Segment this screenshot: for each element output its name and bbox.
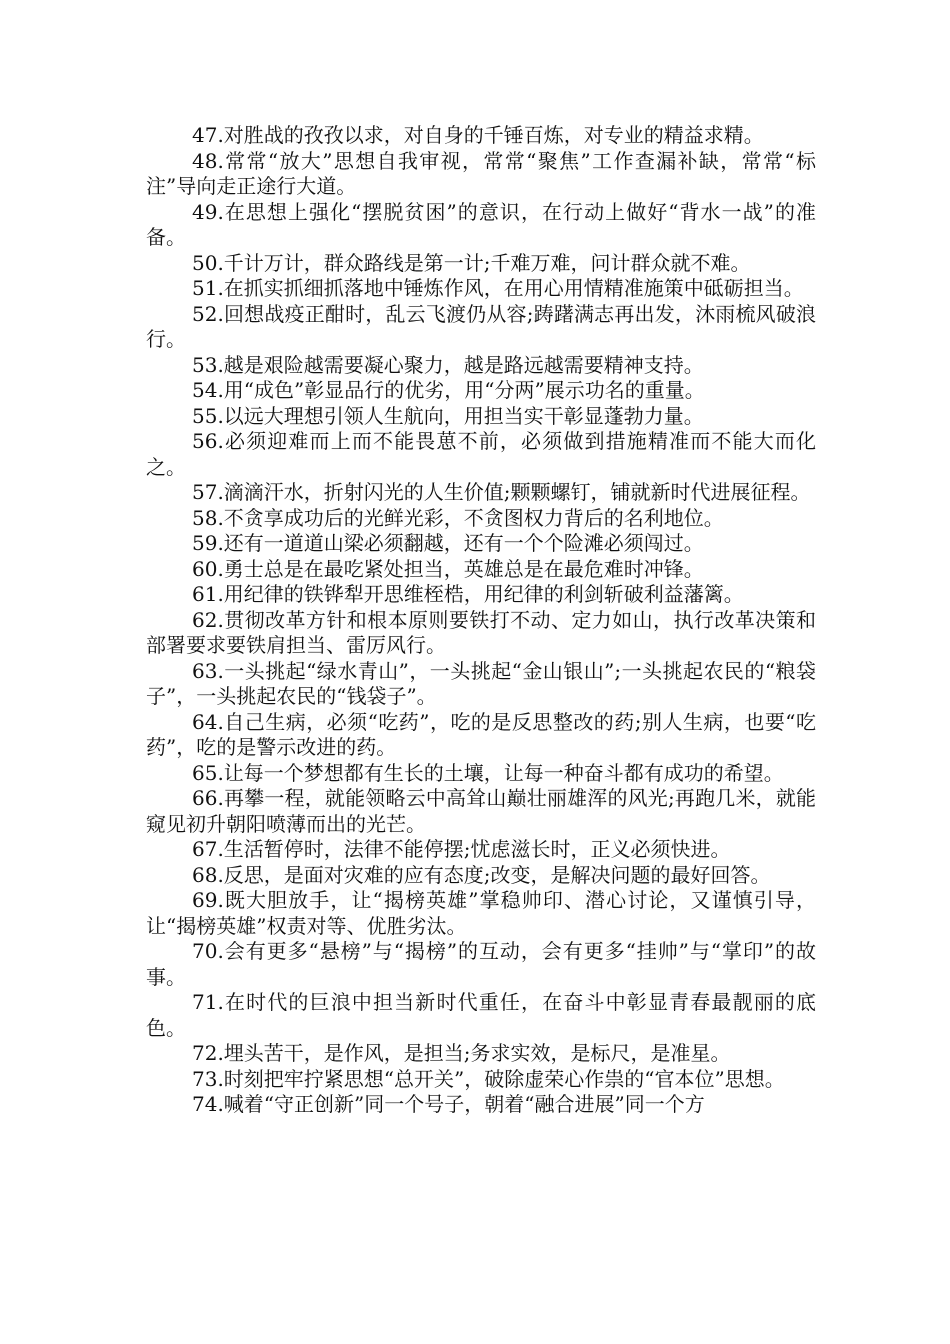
paragraph-64: 64.自己生病，必须“吃药”，吃的是反思整改的药;别人生病，也要“吃药”，吃的是警示改进的药。 (146, 709, 816, 759)
paragraph-65: 65.让每一个梦想都有生长的土壤，让每一种奋斗都有成功的希望。 (192, 760, 784, 785)
paragraph-49: 49.在思想上强化“摆脱贫困”的意识，在行动上做好“背水一战”的准备。 (146, 199, 816, 249)
paragraph-59: 59.还有一道道山梁必须翻越，还有一个个险滩必须闯过。 (192, 531, 704, 555)
paragraph-47: 47.对胜战的孜孜以求，对自身的千锤百炼，对专业的精益求精。 (192, 123, 764, 147)
paragraph-51: 51.在抓实抓细抓落地中锤炼作风，在用心用情精准施策中砥砺担当。 (192, 276, 804, 300)
paragraph-52: 52.回想战疫正酣时，乱云飞渡仍从容;踌躇满志再出发，沐雨梳风破浪行。 (146, 301, 816, 351)
paragraph-60: 60.勇士总是在最吃紧处担当，英雄总是在最危难时冲锋。 (192, 556, 704, 581)
paragraph-67: 67.生活暂停时，法律不能停摆;忧虑滋长时，正义必须快进。 (192, 837, 731, 861)
paragraph-69: 69.既大胆放手，让“揭榜英雄”掌稳帅印、潜心讨论，又谨慎引导，让“揭榜英雄”权责对等、优胜劣汰。 (146, 888, 816, 938)
paragraph-55: 55.以远大理想引领人生航向，用担当实干彰显蓬勃力量。 (192, 403, 704, 428)
paragraph-53: 53.越是艰险越需要凝心聚力，越是路远越需要精神支持。 (192, 352, 704, 377)
paragraph-57: 57.滴滴汗水，折射闪光的人生价值;颗颗螺钉，铺就新时代进展征程。 (192, 480, 811, 504)
paragraph-73: 73.时刻把牢拧紧思想“总开关”，破除虚荣心作祟的“官本位”思想。 (192, 1066, 785, 1091)
paragraph-54: 54.用“成色”彰显品行的优劣，用“分两”展示功名的重量。 (192, 378, 705, 402)
paragraph-66: 66.再攀一程，就能领略云中高耸山巅壮丽雄浑的风光;再跑几米，就能窥见初升朝阳喷薄而出的光芒。 (146, 786, 816, 836)
paragraph-58: 58.不贪享成功后的光鲜光彩，不贪图权力背后的名利地位。 (192, 505, 724, 530)
paragraph-68: 68.反思，是面对灾难的应有态度;改变，是解决问题的最好回答。 (192, 862, 771, 887)
paragraph-56: 56.必须迎难而上而不能畏葸不前，必须做到措施精准而不能大而化之。 (146, 429, 816, 479)
paragraph-62: 62.贯彻改革方针和根本原则要铁打不动、定力如山，执行改革决策和部署要求要铁肩担当、雷厉风行。 (146, 607, 816, 657)
paragraph-63: 63.一头挑起“绿水青山”，一头挑起“金山银山”;一头挑起农民的“粮袋子”，一头挑起农民的“钱袋子”。 (146, 658, 816, 708)
paragraph-48: 48.常常“放大”思想自我审视，常常“聚焦”工作查漏补缺，常常“标注”导向走正途行大道。 (146, 148, 816, 198)
paragraph-70: 70.会有更多“悬榜”与“揭榜”的互动，会有更多“挂帅”与“掌印”的故事。 (146, 939, 816, 989)
paragraph-72: 72.埋头苦干，是作风，是担当;务求实效，是标尺，是准星。 (192, 1041, 731, 1065)
paragraph-74: 74.喊着“守正创新”同一个号子，朝着“融合进展”同一个方 (192, 1092, 705, 1116)
paragraph-71: 71.在时代的巨浪中担当新时代重任，在奋斗中彰显青春最靓丽的底色。 (146, 990, 816, 1040)
paragraph-50: 50.千计万计，群众路线是第一计;千难万难，问计群众就不难。 (192, 250, 751, 275)
paragraph-61: 61.用纪律的铁铧犁开思维桎梏，用纪律的利剑斩破利益藩篱。 (192, 582, 744, 606)
document-body (146, 123, 816, 1118)
